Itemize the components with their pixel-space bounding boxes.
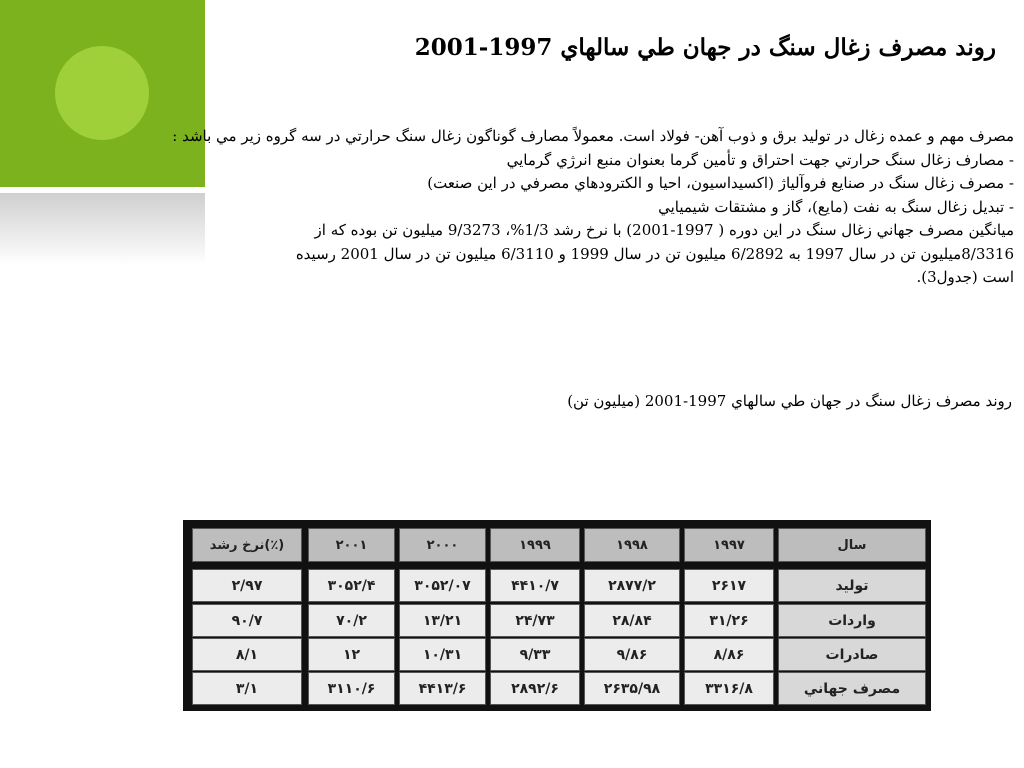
table-cell: ۳۳۱۶/۸ bbox=[684, 672, 774, 705]
body-line: 8/3316ميليون تن در سال 1997 به 6/2892 ميليون تن در سال 1999 و 6/3110 ميليون تن در سال 2001 رسيده bbox=[295, 244, 1014, 263]
table-cell: ۳۱۱۰/۶ bbox=[308, 672, 395, 705]
table-cell: ۳۱/۲۶ bbox=[684, 604, 774, 637]
table-cell: ۱۲ bbox=[308, 638, 395, 671]
table-cell: ۱۳/۲۱ bbox=[399, 604, 486, 637]
table-row-label: واردات bbox=[778, 604, 926, 637]
table-row-label: توليد bbox=[778, 569, 926, 602]
body-line: - مصارف زغال سنگ حرارتي جهت احتراق و تأمين گرما بعنوان منبع انرژي گرمايي bbox=[506, 150, 1014, 169]
body-line: - تبديل زغال سنگ به نفت (مايع)، گاز و مشتقات شيميايي bbox=[658, 197, 1014, 216]
table-row-label: مصرف جهاني bbox=[778, 672, 926, 705]
table-cell: ۹/۸۶ bbox=[584, 638, 680, 671]
table-cell: ۷۰/۲ bbox=[308, 604, 395, 637]
slide-body bbox=[172, 125, 1014, 290]
table-row-label: صادرات bbox=[778, 638, 926, 671]
table-header-cell: ۱۹۹۷ bbox=[684, 528, 774, 562]
table-cell: ۹۰/۷ bbox=[192, 604, 302, 637]
data-table bbox=[183, 520, 931, 711]
table-header-cell: ۲۰۰۱ bbox=[308, 528, 395, 562]
table-cell: ۳۰۵۲/۰۷ bbox=[399, 569, 486, 602]
table-cell: ۸/۸۶ bbox=[684, 638, 774, 671]
table-cell: ۲/۹۷ bbox=[192, 569, 302, 602]
body-line: است (جدول3). bbox=[916, 268, 1014, 286]
table-cell: ۲۴/۷۳ bbox=[490, 604, 580, 637]
table-cell: ۳۰۵۲/۴ bbox=[308, 569, 395, 602]
table-cell: ۲۶۳۵/۹۸ bbox=[584, 672, 680, 705]
data-table-grid bbox=[188, 525, 926, 706]
table-cell: ۲۸/۸۴ bbox=[584, 604, 680, 637]
table-cell: ۸/۱ bbox=[192, 638, 302, 671]
decor-green-circle bbox=[55, 46, 149, 140]
table-cell: ۴۴۱۰/۷ bbox=[490, 569, 580, 602]
table-cell: ۲۶۱۷ bbox=[684, 569, 774, 602]
table-header-cell: نرخ رشد(٪) bbox=[192, 528, 302, 562]
table-cell: ۴۴۱۳/۶ bbox=[399, 672, 486, 705]
body-line: ميانگين مصرف جهاني زغال سنگ در اين دوره ( 1997-2001) با نرخ رشد 1/3%، 9/3273 ميليون تن بوده كه از bbox=[314, 221, 1014, 239]
table-cell: ۹/۳۳ bbox=[490, 638, 580, 671]
table-header-cell: سال bbox=[778, 528, 926, 562]
table-caption: روند مصرف زغال سنگ در جهان طي سالهاي 1997-2001 (ميليون تن) bbox=[567, 392, 1012, 410]
body-line: - مصرف زغال سنگ در صنايع فروآلياژ (اكسيداسيون، احيا و الكترودهاي مصرفي در اين صنعت) bbox=[427, 174, 1014, 192]
table-cell: ۲۸۹۲/۶ bbox=[490, 672, 580, 705]
table-cell: ۱۰/۳۱ bbox=[399, 638, 486, 671]
table-header-cell: ۱۹۹۹ bbox=[490, 528, 580, 562]
table-cell: ۲۸۷۷/۲ bbox=[584, 569, 680, 602]
table-header-cell: ۱۹۹۸ bbox=[584, 528, 680, 562]
decor-gray-gradient bbox=[0, 193, 205, 265]
table-cell: ۳/۱ bbox=[192, 672, 302, 705]
slide-title: روند مصرف زغال سنگ در جهان طي سالهاي 1997-2001 bbox=[414, 34, 996, 61]
body-line: مصرف مهم و عمده زغال در توليد برق و ذوب آهن- فولاد است. معمولاً مصارف گوناگون زغال سنگ حرارتي در سه گروه زير مي باشد : bbox=[172, 127, 1014, 145]
table-header-cell: ۲۰۰۰ bbox=[399, 528, 486, 562]
